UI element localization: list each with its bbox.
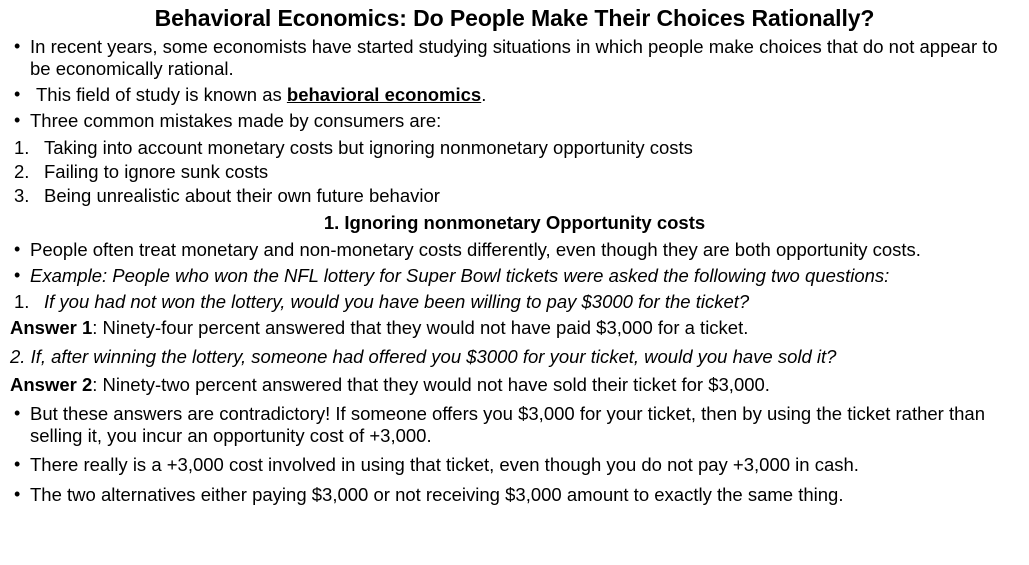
example-text: Example: People who won the NFL lottery for Super Bowl tickets were asked the following two questions: [30,265,890,287]
term-behavioral-economics: behavioral economics [286,84,482,106]
bullet-icon: • [14,265,21,286]
list-text: Taking into account monetary costs but ignoring nonmonetary opportunity costs [44,136,693,158]
bullet-text: Three common mistakes made by consumers are: [30,110,442,132]
answer-one-label: Answer 1 [10,317,93,339]
list-item [10,161,1019,183]
question-one-text: If you had not won the lottery, would you have been willing to pay $3000 for the ticket? [44,291,750,313]
bullet-icon: • [14,84,21,105]
list-item [10,484,1019,506]
list-item [10,403,1019,447]
question-two-text: 2. If, after winning the lottery, someone had offered you $3000 for your ticket, would you have sold it? [10,345,837,367]
list-number: 2. [14,160,30,182]
bullet-text: In recent years, some economists have started studying situations in which people make choices that do not appear to be economically rational. [30,35,998,79]
bullet-text-before: This field of study is known as [36,84,287,106]
answer-one [10,317,1019,339]
answer-two-label: Answer 2 [10,373,93,395]
bullet-text [30,84,1019,106]
list-item [10,239,1019,261]
bullet-text: The two alternatives either paying $3,000 or not receiving $3,000 amount to exactly the same thing. [30,483,844,505]
list-text: Failing to ignore sunk costs [44,160,269,182]
list-item [10,137,1019,159]
list-number: 1. [14,291,30,313]
list-item [10,36,1019,80]
bullet-icon: • [14,454,21,475]
page-title: Behavioral Economics: Do People Make Their Choices Rationally? [154,5,875,31]
bullet-icon: • [14,35,21,56]
list-number: 3. [14,184,30,206]
bullet-text: There really is a +3,000 cost involved in using that ticket, even though you do not pay +3,000 in cash. [30,454,859,476]
list-item [10,291,1019,313]
bullet-text: People often treat monetary and non-monetary costs differently, even though they are both opportunity costs. [30,238,921,260]
bullet-icon: • [14,403,21,424]
list-item [10,84,1019,106]
section-heading: 1. Ignoring nonmonetary Opportunity costs [323,212,706,234]
list-item [10,454,1019,476]
bullet-text-after: . [481,84,487,106]
answer-two [10,374,1019,396]
answer-two-text: : Ninety-two percent answered that they would not have sold their ticket for $3,000. [92,373,770,395]
slide-body [10,36,1019,506]
bullet-icon: • [14,238,21,259]
list-item [10,110,1019,132]
bullet-icon: • [14,483,21,504]
bullet-icon: • [14,110,21,131]
list-item [10,185,1019,207]
list-item [10,265,1019,287]
bullet-text: But these answers are contradictory! If someone offers you $3,000 for your ticket, then by using the ticket rather than selling it, you incur an opportunity cost of +3,000. [30,403,985,447]
list-text: Being unrealistic about their own future behavior [44,184,440,206]
answer-one-text: : Ninety-four percent answered that they would not have paid $3,000 for a ticket. [92,317,749,339]
list-number: 1. [14,136,30,158]
